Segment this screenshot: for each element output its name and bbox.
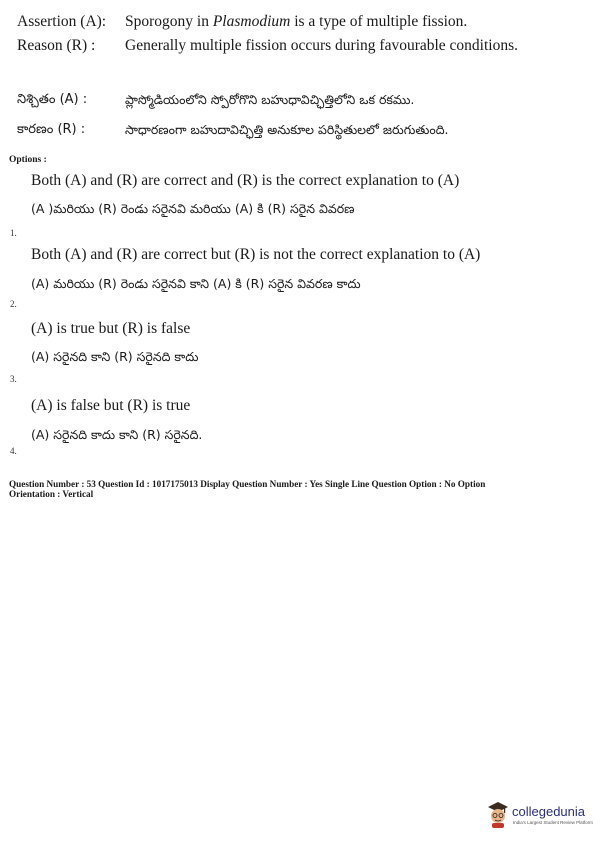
telugu-assertion-text: ప్లాస్మోడియంలోని స్పోరోగొని బహుధావిచ్ఛిత్తిలోని ఒక రకము. [125, 92, 415, 107]
option-2-number: 2. [10, 299, 17, 309]
option-2-telugu: (A) మరియు (R) రెండు సరైనవి కాని (A) కి (R) సరైన వివరణ కాదు [31, 276, 361, 291]
telugu-assertion-label: నిశ్చితం (A) : [17, 92, 88, 107]
reason-text: Generally multiple fission occurs during favourable conditions. [125, 37, 519, 54]
option-4-telugu: (A) సరైనది కాదు కాని (R) సరైనది. [31, 427, 203, 442]
logo-name: collegedunia [512, 804, 586, 819]
logo-tagline: India's Largest Student Review Platform [513, 820, 593, 825]
graduate-mascot-icon [486, 800, 510, 828]
telugu-reason-text: సాధారణంగా బహుదావిచ్ఛిత్తి అనుకూల పరిస్థితులలో జరుగుతుంది. [125, 122, 449, 137]
option-3-english: (A) is true but (R) is false [31, 320, 191, 337]
reason-label: Reason (R) : [17, 37, 96, 54]
question-meta-line2: Orientation : Vertical [9, 489, 94, 499]
option-4-english: (A) is false but (R) is true [31, 397, 191, 414]
assertion-text: Sporogony in Plasmodium is a type of multiple fission. [125, 13, 468, 30]
telugu-reason-label: కారణం (R) : [17, 122, 86, 137]
option-2-english: Both (A) and (R) are correct but (R) is not the correct explanation to (A) [31, 246, 481, 263]
option-1-telugu: (A )మరియు (R) రెండు సరైనవి మరియు (A) కి (R) సరైన వివరణ [31, 201, 355, 216]
question-meta-line1: Question Number : 53 Question Id : 1017175013 Display Question Number : Yes Single Line Question Option : No Option [9, 479, 486, 489]
collegedunia-logo [486, 800, 591, 830]
options-heading: Options : [9, 155, 47, 165]
option-4-number: 4. [10, 446, 17, 456]
option-1-number: 1. [10, 228, 17, 238]
option-1-english: Both (A) and (R) are correct and (R) is the correct explanation to (A) [31, 172, 460, 189]
option-3-number: 3. [10, 374, 17, 384]
assertion-label: Assertion (A): [17, 13, 107, 30]
option-3-telugu: (A) సరైనది కాని (R) సరైనది కాదు [31, 349, 199, 364]
